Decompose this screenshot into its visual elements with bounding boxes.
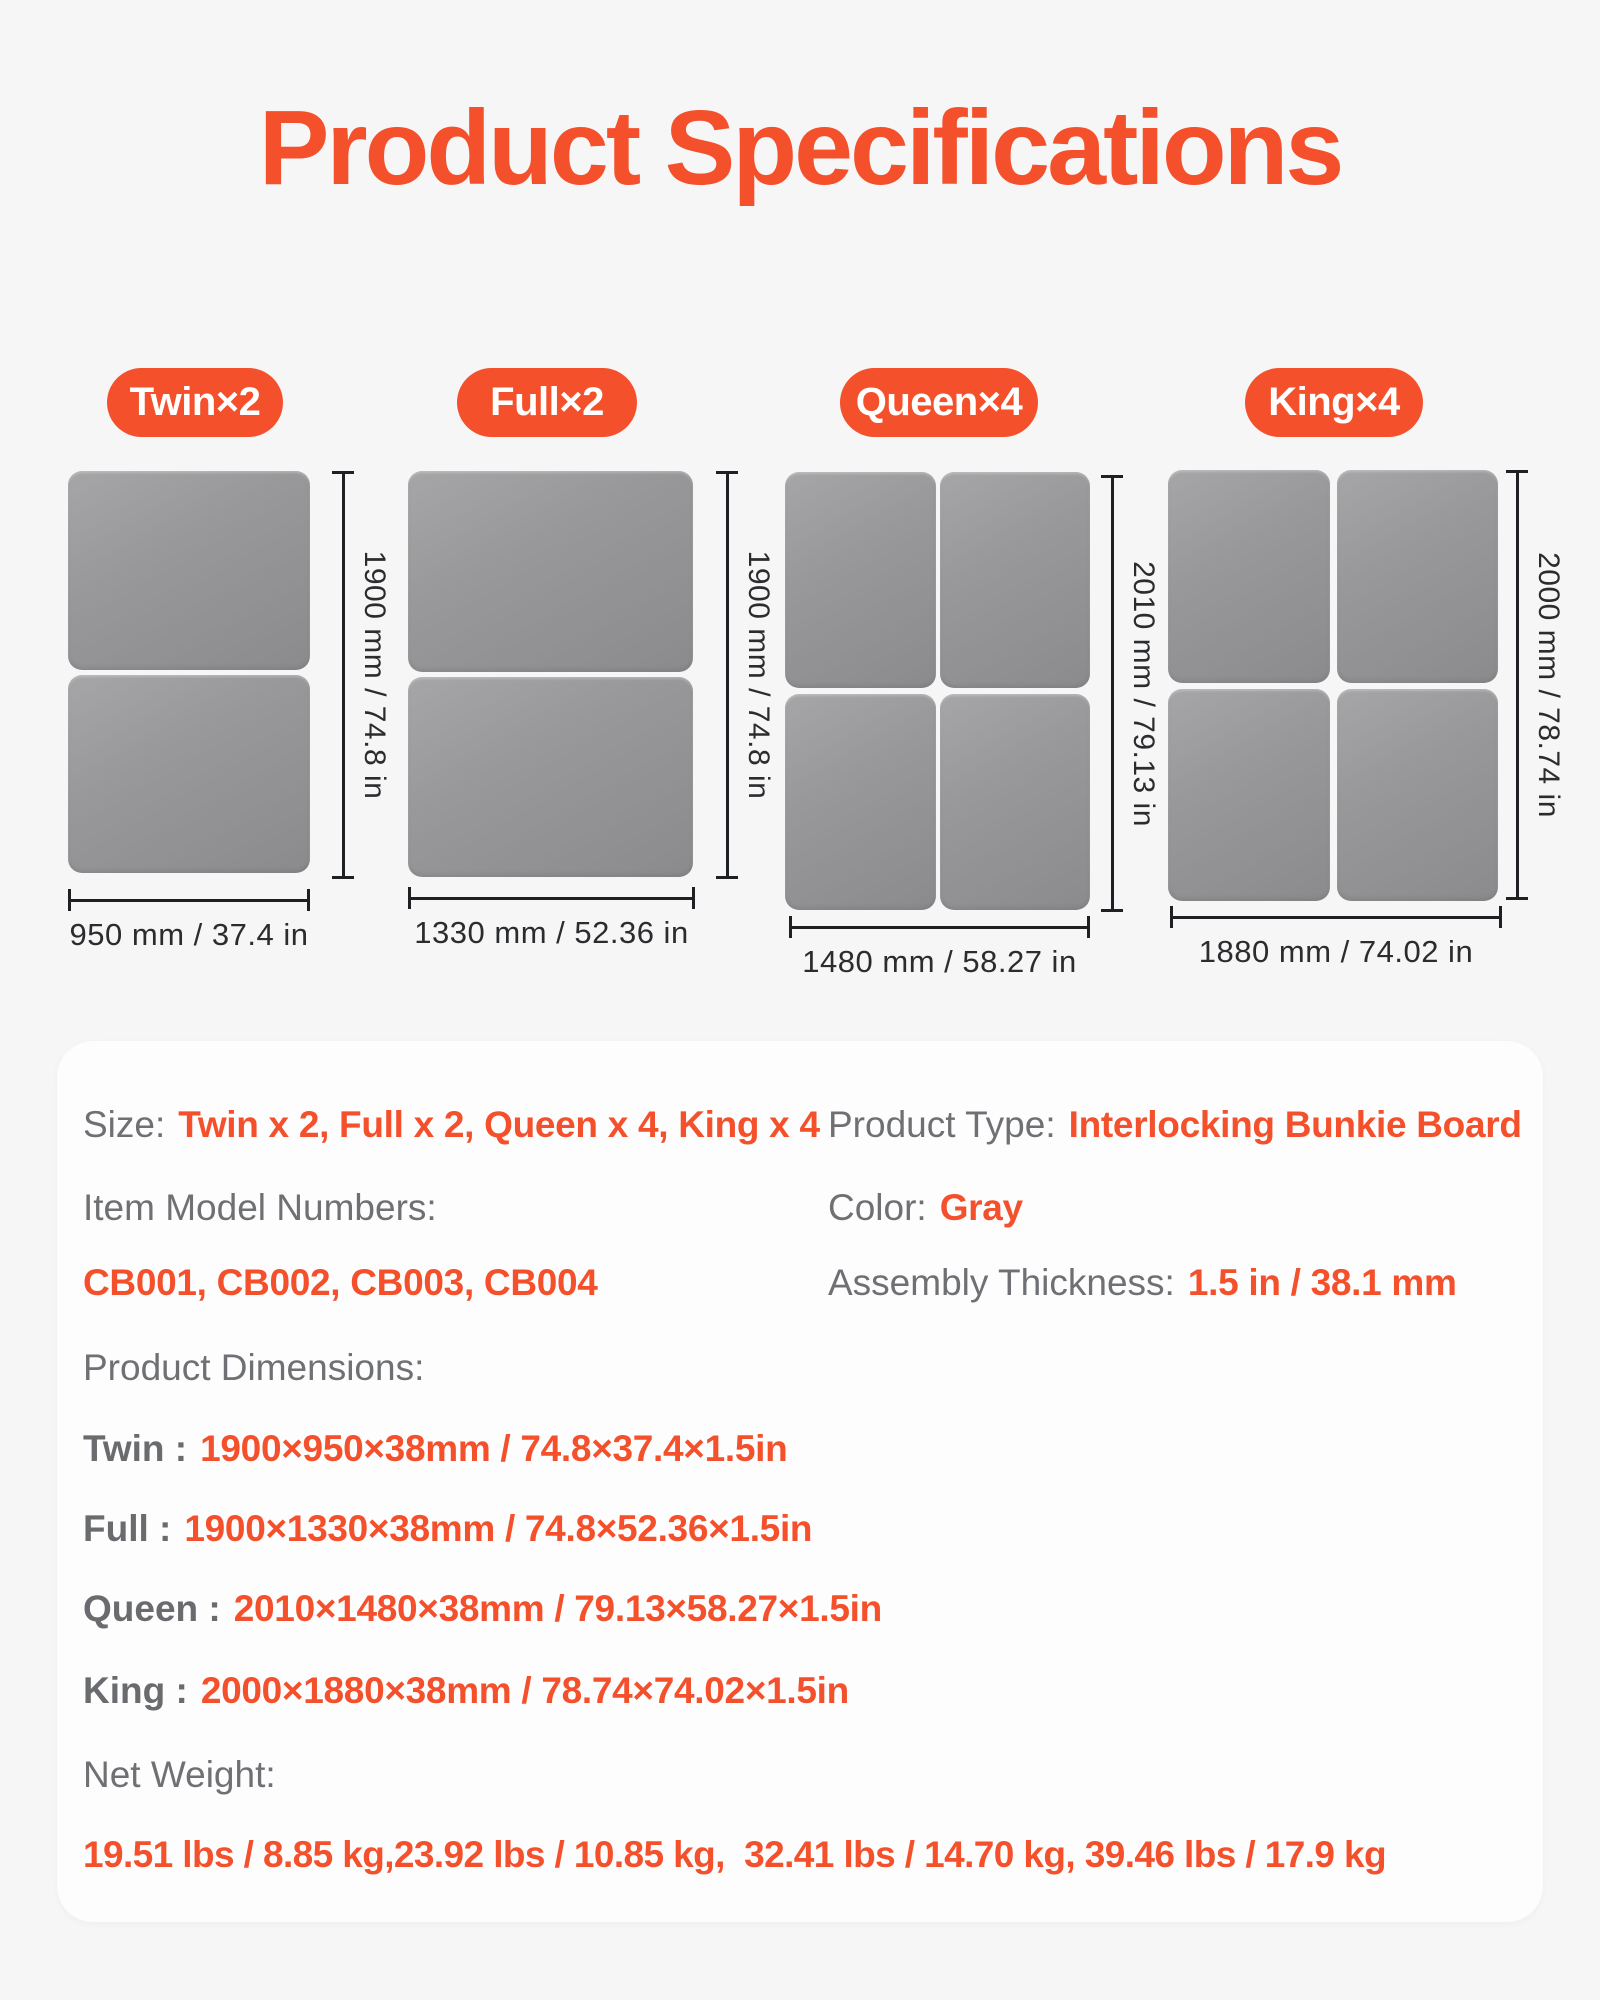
color-value: Gray <box>939 1187 1023 1228</box>
model-value: CB001, CB002, CB003, CB004 <box>83 1262 598 1303</box>
spec-dim-row-full <box>83 1505 812 1553</box>
height-dimension-king <box>1506 470 1565 900</box>
dim-king-label: King : <box>83 1670 188 1711</box>
dim-twin-label: Twin : <box>83 1428 188 1469</box>
width-dimension-label: 1480 mm / 58.27 in <box>802 944 1077 979</box>
dim-full-label: Full : <box>83 1508 172 1549</box>
size-label: Size: <box>83 1104 166 1145</box>
width-dimension-label: 1330 mm / 52.36 in <box>414 915 689 950</box>
dim-queen-label: Queen : <box>83 1588 221 1629</box>
board-panel <box>1337 470 1499 683</box>
dimension-cap <box>1499 906 1502 928</box>
spec-thickness-row <box>828 1259 1457 1307</box>
dim-king-value: 2000×1880×38mm / 78.74×74.02×1.5in <box>200 1670 849 1711</box>
height-dimension-label: 1900 mm / 74.8 in <box>358 550 391 800</box>
weight-value: 19.51 lbs / 8.85 kg,23.92 lbs / 10.85 kg, 32.41 lbs / 14.70 kg, 39.46 lbs / 17.9 kg <box>83 1834 1386 1875</box>
page-title: Product Specifications <box>258 89 1342 207</box>
dimension-line <box>1170 916 1502 919</box>
board-panel <box>1337 689 1499 902</box>
thickness-label: Assembly Thickness: <box>828 1262 1175 1303</box>
weight-label: Net Weight: <box>83 1754 276 1795</box>
dim-queen-value: 2010×1480×38mm / 79.13×58.27×1.5in <box>233 1588 882 1629</box>
dim-full-value: 1900×1330×38mm / 74.8×52.36×1.5in <box>184 1508 813 1549</box>
color-label: Color: <box>828 1187 927 1228</box>
spec-weight-values <box>83 1831 1386 1879</box>
model-label: Item Model Numbers: <box>83 1187 437 1228</box>
spec-dim-row-king <box>83 1667 849 1715</box>
spec-dimensions-header <box>83 1344 424 1392</box>
size-badge-king: King×4 <box>1245 368 1423 437</box>
size-value: Twin x 2, Full x 2, Queen x 4, King x 4 <box>178 1104 820 1145</box>
spec-product-type-row <box>828 1101 1522 1149</box>
dimensions-label: Product Dimensions: <box>83 1347 425 1388</box>
dimension-cap <box>1170 906 1173 928</box>
width-dimension-label: 950 mm / 37.4 in <box>69 917 309 952</box>
size-badge-full: Full×2 <box>457 368 637 437</box>
product-type-value: Interlocking Bunkie Board <box>1068 1104 1522 1145</box>
board-grid-king <box>1168 470 1498 901</box>
width-dimension-label: 1880 mm / 74.02 in <box>1198 934 1474 969</box>
spec-model-values-row <box>83 1259 598 1307</box>
height-dimension-label: 1900 mm / 74.8 in <box>742 550 775 800</box>
dimension-line <box>1516 470 1519 900</box>
product-type-label: Product Type: <box>828 1104 1056 1145</box>
spec-dim-row-queen <box>83 1585 882 1633</box>
board-panel <box>1168 689 1330 902</box>
dim-twin-value: 1900×950×38mm / 74.8×37.4×1.5in <box>200 1428 788 1469</box>
width-dimension-king <box>1170 906 1502 969</box>
size-badge-twin: Twin×2 <box>107 368 283 437</box>
spec-model-row <box>83 1184 437 1232</box>
dimension-cap <box>1506 470 1528 473</box>
height-dimension-label: 2010 mm / 79.13 in <box>1127 560 1160 827</box>
spec-size-row <box>83 1101 820 1149</box>
height-dimension-label: 2000 mm / 78.74 in <box>1532 552 1565 818</box>
size-badge-queen: Queen×4 <box>840 368 1038 437</box>
dimension-cap <box>1506 897 1528 900</box>
spec-card <box>57 1041 1543 1922</box>
spec-color-row <box>828 1184 1023 1232</box>
board-panel <box>1168 470 1330 683</box>
spec-dim-row-twin <box>83 1425 787 1473</box>
thickness-value: 1.5 in / 38.1 mm <box>1187 1262 1457 1303</box>
spec-weight-header <box>83 1751 276 1799</box>
